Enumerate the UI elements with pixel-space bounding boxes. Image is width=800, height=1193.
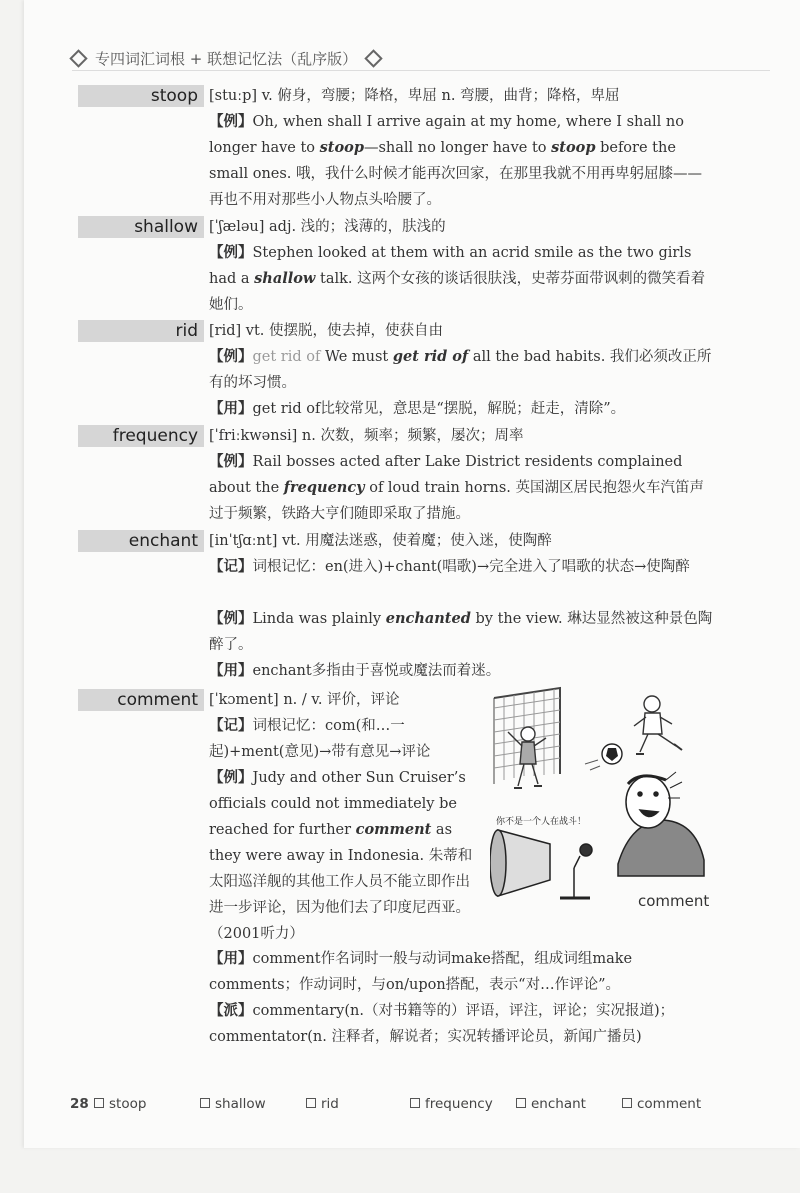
header-title: 专四词汇词根 + 联想记忆法（乱序版） (95, 49, 358, 68)
example-text: Stephen looked at them with an acrid smile as the two girls had a (209, 245, 692, 287)
usage-tag: 【用】 (209, 662, 253, 679)
headword-comment: comment (78, 689, 204, 711)
soccer-ball-icon (585, 744, 622, 770)
microphone-icon (560, 844, 592, 898)
usage-tag: 【用】 (209, 400, 253, 417)
definition-comment: [ˈkɔment] n. / v. 评价，评论 (209, 692, 400, 708)
usage-rid (209, 396, 714, 422)
example-enchant (209, 606, 714, 658)
usage-text: comment作名词时一般与动词make搭配，组成词组make comments；作动词时，与on/upon搭配，表示“对…作评论”。 (209, 951, 633, 993)
footer-checkbox-item[interactable] (622, 1096, 701, 1112)
derivative-tag: 【派】 (209, 1002, 253, 1019)
definition-frequency: [ˈfriːkwənsi] n. 次数，频率；频繁，屡次；周率 (209, 428, 524, 444)
example-tag: 【例】 (209, 113, 253, 130)
running-header (72, 44, 390, 72)
checkbox-icon[interactable] (516, 1098, 526, 1108)
example-text: Judy and other Sun Cruiser’s officials could not immediately be reached for further (209, 770, 466, 838)
usage-enchant (209, 658, 714, 684)
checkbox-icon[interactable] (622, 1098, 632, 1108)
example-text: —shall no longer have to (363, 140, 552, 156)
example-tag: 【例】 (209, 453, 253, 470)
example-text: Oh, when shall I arrive again at my home, where I shall no longer have to (209, 114, 684, 156)
example-tag: 【例】 (209, 244, 253, 261)
definition-stoop: [stuːp] v. 俯身，弯腰；降格，卑屈 n. 弯腰，曲背；降格，卑屈 (209, 88, 620, 104)
example-text: before the small ones. 哦，我什么时候才能再次回家，在那里我就不用再卑躬屈膝——再也不用对那些小人物点头哈腰了。 (209, 140, 703, 208)
cartoon-caption: comment (638, 892, 710, 910)
footer-item-label: comment (637, 1096, 702, 1112)
example-text: Rail bosses acted after Lake District residents complained about the (209, 454, 683, 496)
example-text: as they were away in Indonesia. 朱蒂和太阳巡洋舰的其他工作人员不能立即作出进一步评论，因为他们去了印度尼西亚。（2001听力） (209, 822, 473, 942)
footer-item-label: enchant (531, 1096, 586, 1112)
memory-tag: 【记】 (209, 558, 253, 575)
headword-enchant: enchant (78, 530, 204, 552)
footer-item-label: rid (321, 1096, 339, 1112)
usage-tag: 【用】 (209, 950, 253, 967)
memory-tag: 【记】 (209, 717, 253, 734)
speech-bubble-text: 你不是一个人在战斗！ (496, 817, 587, 827)
example-text: all the bad habits. 我们必须改正所有的坏习惯。 (209, 349, 712, 391)
commentator-figure (618, 772, 704, 876)
footer-item-label: shallow (215, 1096, 266, 1112)
memory-enchant (209, 554, 714, 580)
keyword: stoop (319, 139, 364, 156)
usage-comment (209, 946, 714, 998)
usage-text: enchant多指由于喜悦或魔法而着迷。 (252, 663, 501, 679)
striker-figure (634, 696, 682, 754)
headword-stoop: stoop (78, 85, 204, 107)
example-text: talk. 这两个女孩的谈话很肤浅，史蒂芬面带讽刺的微笑看着她们。 (209, 271, 706, 313)
footer-checkbox-item[interactable] (410, 1096, 493, 1112)
speaker-horn-icon (490, 830, 550, 896)
example-shallow (209, 240, 714, 318)
example-tag: 【例】 (209, 348, 253, 365)
checkbox-icon[interactable] (410, 1098, 420, 1108)
example-phrase: get rid of (252, 349, 321, 365)
example-text: of loud train horns. 英国湖区居民抱怨火车汽笛声过于频繁，铁路大亨们随即采取了措施。 (209, 480, 705, 522)
keyword: get rid of (392, 348, 469, 365)
memory-text: 词根记忆：en(进入)+chant(唱歌)→完全进入了唱歌的状态→使陶醉 (252, 559, 690, 575)
derivative-text: commentary(n.（对书籍等的）评语，评注，评论；实况报道)；commentator(n. 注释者，解说者；实况转播评论员，新闻广播员) (209, 1003, 675, 1045)
derivative-comment (209, 998, 714, 1050)
example-text: We must (320, 349, 393, 365)
usage-text: get rid of比较常见，意思是“摆脱，解脱；赶走，清除”。 (252, 401, 626, 417)
memory-comment (209, 713, 479, 765)
example-tag: 【例】 (209, 610, 253, 627)
definition-enchant: [inˈtʃɑːnt] vt. 用魔法迷惑，使着魔；使入迷，使陶醉 (209, 533, 552, 549)
diamond-icon (364, 49, 382, 67)
page-number: 28 (70, 1096, 89, 1112)
definition-rid: [rid] vt. 使摆脱，使去掉，使获自由 (209, 323, 444, 339)
keyword: stoop (551, 139, 596, 156)
keyword: comment (355, 821, 432, 838)
checkbox-icon[interactable] (306, 1098, 316, 1108)
headword-shallow: shallow (78, 216, 204, 238)
example-rid (209, 344, 714, 396)
example-frequency (209, 449, 714, 527)
memory-text: 词根记忆：com(和…一起)+ment(意见)→带有意见→评论 (209, 718, 431, 760)
footer-checkbox-item[interactable] (94, 1096, 146, 1112)
example-tag: 【例】 (209, 769, 253, 786)
headword-frequency: frequency (78, 425, 204, 447)
example-text: by the view. 琳达显然被这种景色陶醉了。 (209, 611, 713, 653)
keyword: shallow (254, 270, 316, 287)
checkbox-icon[interactable] (94, 1098, 104, 1108)
checkbox-icon[interactable] (200, 1098, 210, 1108)
example-comment (209, 765, 479, 947)
definition-shallow: [ˈʃæləu] adj. 浅的；浅薄的，肤浅的 (209, 219, 446, 235)
header-rule (72, 70, 770, 71)
example-text: Linda was plainly (252, 611, 386, 627)
comment-cartoon-illustration (490, 684, 718, 914)
page-footer (70, 1096, 740, 1116)
diamond-icon (69, 49, 87, 67)
footer-item-label: stoop (109, 1096, 147, 1112)
footer-checkbox-item[interactable] (200, 1096, 266, 1112)
footer-checkbox-item[interactable] (306, 1096, 339, 1112)
footer-checkbox-item[interactable] (516, 1096, 586, 1112)
keyword: enchanted (385, 610, 471, 627)
example-stoop (209, 109, 714, 213)
keyword: frequency (283, 479, 365, 496)
footer-item-label: frequency (425, 1096, 493, 1112)
headword-rid: rid (78, 320, 204, 342)
